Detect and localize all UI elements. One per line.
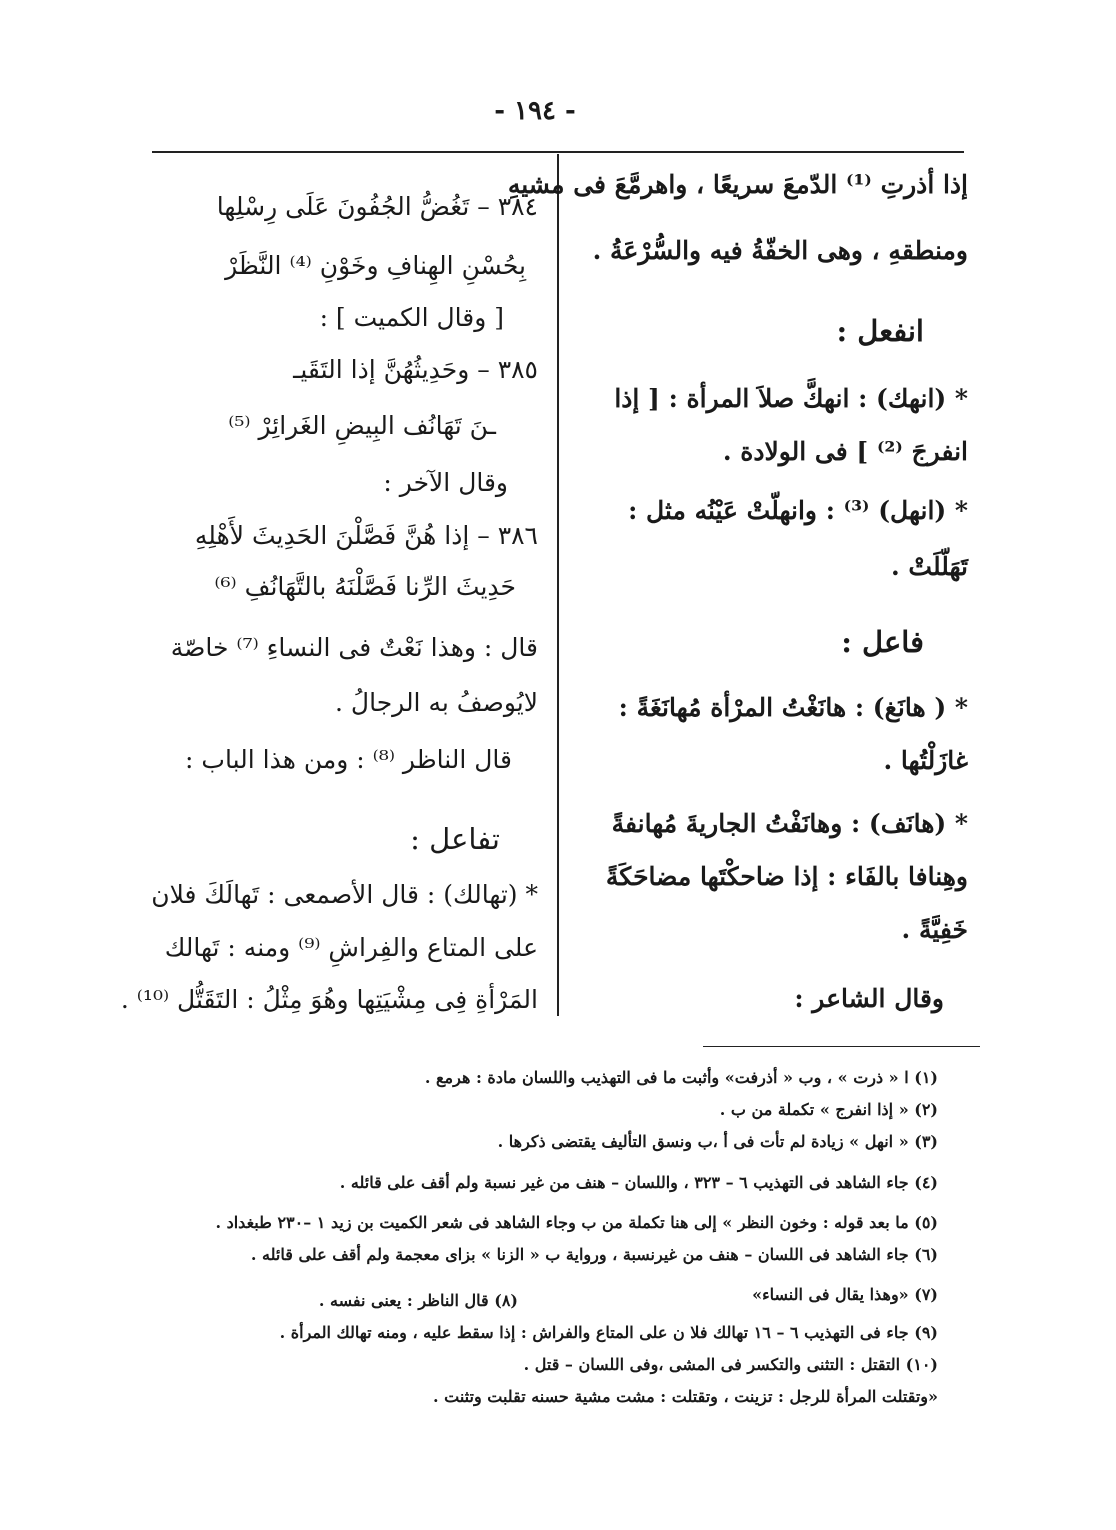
section-heading-faaal: فاعل : xyxy=(841,625,924,659)
footnote-7: (٧) «وهذا يقال فى النساء» xyxy=(752,1285,938,1304)
right-line-4: * (انهك) : انهكَّ صلاَ المرأة : [ إذا xyxy=(614,384,968,413)
footnote-5: (٥) ما بعد قوله : وخون النظر » إلى هنا تكملة من ب وجاء الشاهد فى شعر الكميت بن زيد ١ –٢٣٠ طبغداد . xyxy=(215,1213,938,1232)
footnote-1: (١) ا « ذرت » ، وب « أذرفت» وأثبت ما فى التهذيب واللسان مادة : هرمع . xyxy=(424,1068,938,1087)
column-divider xyxy=(557,154,559,1016)
right-line-9: * ( هانَغ) : هانَغْتُ المرْأة مُهانَغَةً : xyxy=(618,693,968,722)
right-line-10: غازَلْتُها . xyxy=(883,746,968,775)
left-line-15: المَرْأةِ فِى مِشْيَتِها وهُوَ مِثْلُ : التَقَتُّل ⁽¹⁰⁾ . xyxy=(120,985,538,1014)
verse-386-line-1: ٣٨٦ – إذا هُنَّ فَصَّلْنَ الحَدِيثَ لأَهْلِهِ xyxy=(194,521,538,550)
left-line-6: وقال الآخر : xyxy=(383,468,508,497)
footnote-4: (٤) جاء الشاهد فى التهذيب ٦ – ٣٢٣ ، واللسان – هنف من غير نسبة ولم أقف على قائله . xyxy=(339,1173,938,1192)
footnote-2: (٢) « إذا انفرج » تكملة من ب . xyxy=(719,1100,938,1119)
left-line-3: [ وقال الكميت ] : xyxy=(319,303,504,332)
left-line-13: * (تهالك) : قال الأصمعى : تَهالَكَ فلان xyxy=(151,880,538,909)
footnote-9: (٩) جاء فى التهذيب ٦ – ١٦ تهالك فلا ن على المتاع والفراش : إذا سقط عليه ، ومنه تهالك المرأة . xyxy=(279,1323,938,1342)
left-line-14: على المتاع والفِراشِ ⁽⁹⁾ ومنه : تَهالك xyxy=(164,933,538,962)
section-heading-infaal: انفعل : xyxy=(836,314,924,348)
right-line-13: خَفِيَّةً . xyxy=(901,915,968,944)
verse-384-line-2: بِحُسْنِ الهِنافِ وخَوْنِ ⁽⁴⁾ النَّظَرْ xyxy=(225,251,526,280)
footnote-10: (١٠) التقتل : التثنى والتكسر فى المشى ،وفى اللسان – قتل . xyxy=(523,1355,938,1374)
footnote-8: (٨) قال الناظر : يعنى نفسه . xyxy=(318,1291,518,1310)
right-line-2: ومنطقهِ ، وهى الخفّةُ فيه والسُّرْعَةُ . xyxy=(592,236,968,265)
page-number: - ١٩٤ - xyxy=(494,96,576,126)
footnote-6: (٦) جاء الشاهد فى اللسان – هنف من غيرنسبة ، ورواية ب « الزنا » بزاى معجمة ولم أقف على قائله . xyxy=(250,1245,938,1264)
header-rule xyxy=(152,151,964,153)
right-line-14: وقال الشاعر : xyxy=(794,984,944,1013)
right-line-6: * (انهل) ⁽³⁾ : وانهلّتْ عَيْنُه مثل : xyxy=(628,496,968,525)
right-line-11: * (هانَف) : وهانَفْتُ الجاريةَ مُهانفةً xyxy=(611,809,968,838)
section-heading-tafaal: تفاعل : xyxy=(410,822,500,856)
left-line-11: قال الناظر ⁽⁸⁾ : ومن هذا الباب : xyxy=(185,745,512,774)
footnote-10-continued: «وتقتلت المرأة للرجل : تزينت ، وتقتلت : مشت مشية حسنه تقلبت وتثنت . xyxy=(433,1387,938,1406)
verse-384-line-1: ٣٨٤ – تَغُضُّ الجُفُونَ عَلَى رِسْلِها xyxy=(216,192,538,221)
footnote-rule xyxy=(703,1046,980,1047)
right-line-7: تَهَلّلَتْ . xyxy=(891,552,968,581)
verse-385-line-2: ـنَ تَهَانُف البِيضِ الغَرائِرْ ⁽⁵⁾ xyxy=(228,411,496,440)
footnote-3: (٣) « انهل » زيادة لم تأت فى أ ،ب ونسق التأليف يقتضى ذكرها . xyxy=(497,1132,938,1151)
verse-386-line-2: حَدِيثَ الرِّنا فَصَّلْنَهُ بالتَّهَانُفِ ⁽⁶⁾ xyxy=(214,572,516,601)
left-line-9: قال : وهذا نَعْتٌ فى النساءِ ⁽⁷⁾ خاصّة xyxy=(170,633,538,662)
verse-385-line-1: ٣٨٥ – وحَدِيثُهُنَّ إذا التَقَيـ xyxy=(293,355,538,384)
right-line-5: انفرجَ ⁽²⁾ ] فى الولادة . xyxy=(722,437,968,466)
right-line-12: وهِنافا بالفَاء : إذا ضاحكْتَها مضاحَكَةً xyxy=(605,862,968,891)
left-line-10: لايُوصفُ به الرجالُ . xyxy=(335,688,538,717)
right-line-1: إذا أذرتِ ⁽¹⁾ الدّمعَ سريعًا ، واهرمَّعَ فى مشيهِ xyxy=(507,170,968,199)
